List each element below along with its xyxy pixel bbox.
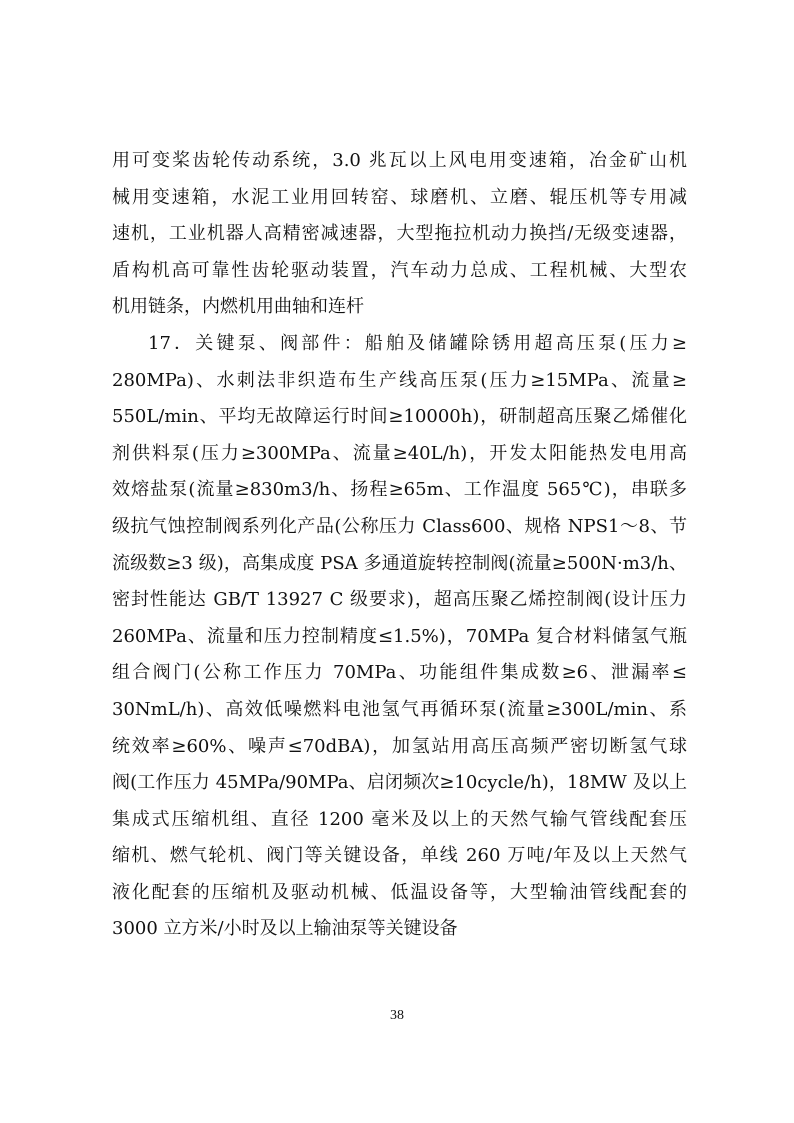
- text-line: 组合阀门(公称工作压力 70MPa、功能组件集成数≥6、泄漏率≤: [112, 662, 687, 684]
- text-line: 3000 立方米/小时及以上输油泵等关键设备: [112, 918, 458, 940]
- text-line: 17．关键泵、阀部件：船舶及储罐除锈用超高压泵(压力≥: [148, 332, 687, 354]
- text-line: 统效率≥60%、噪声≤70dBA)，加氢站用高压高频严密切断氢气球: [112, 735, 687, 757]
- page-number: 38: [390, 1008, 404, 1023]
- text-line: 集成式压缩机组、直径 1200 毫米及以上的天然气输气管线配套压: [112, 808, 687, 830]
- text-line: 密封性能达 GB/T 13927 C 级要求)，超高压聚乙烯控制阀(设计压力: [112, 589, 687, 611]
- text-line: 260MPa、流量和压力控制精度≤1.5%)，70MPa 复合材料储氢气瓶: [112, 625, 687, 647]
- text-line: 280MPa)、水刺法非织造布生产线高压泵(压力≥15MPa、流量≥: [112, 369, 687, 391]
- text-line: 缩机、燃气轮机、阀门等关键设备，单线 260 万吨/年及以上天然气: [112, 845, 687, 867]
- text-line: 盾构机高可靠性齿轮驱动装置，汽车动力总成、工程机械、大型农: [112, 259, 687, 281]
- text-line: 阀(工作压力 45MPa/90MPa、启闭频次≥10cycle/h)，18MW 及以上: [112, 772, 687, 794]
- body-text: [112, 143, 687, 948]
- text-line: 流级数≥3 级)，高集成度 PSA 多通道旋转控制阀(流量≥500N·m3/h、: [112, 552, 687, 574]
- text-line: 级抗气蚀控制阀系列化产品(公称压力 Class600、规格 NPS1～8、节: [112, 515, 687, 537]
- text-line: 剂供料泵(压力≥300MPa、流量≥40L/h)，开发太阳能热发电用高: [112, 442, 687, 464]
- text-line: 效熔盐泵(流量≥830m3/h、扬程≥65m、工作温度 565℃)，串联多: [112, 479, 687, 501]
- text-line: 速机，工业机器人高精密减速器，大型拖拉机动力换挡/无级变速器，: [112, 223, 687, 245]
- text-line: 械用变速箱，水泥工业用回转窑、球磨机、立磨、辊压机等专用减: [112, 186, 687, 208]
- text-line: 30NmL/h)、高效低噪燃料电池氢气再循环泵(流量≥300L/min、系: [112, 698, 687, 720]
- text-line: 550L/min、平均无故障运行时间≥10000h)，研制超高压聚乙烯催化: [112, 406, 687, 428]
- text-line: 机用链条，内燃机用曲轴和连杆: [112, 296, 364, 318]
- text-line: 用可变桨齿轮传动系统，3.0 兆瓦以上风电用变速箱，冶金矿山机: [112, 150, 687, 171]
- text-line: 液化配套的压缩机及驱动机械、低温设备等，大型输油管线配套的: [112, 881, 687, 903]
